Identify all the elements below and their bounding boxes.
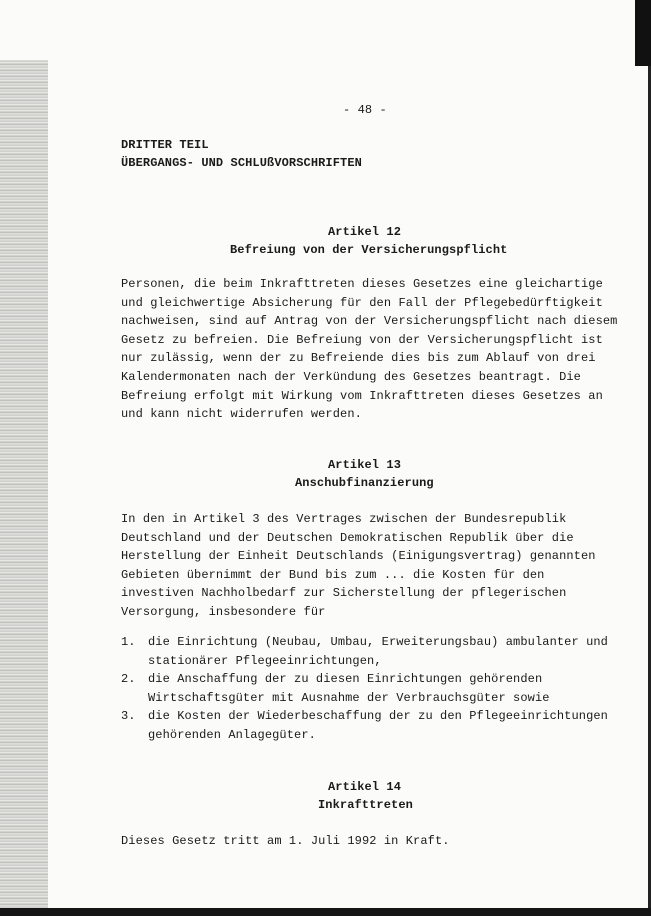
article-14-line: Dieses Gesetz tritt am 1. Juli 1992 in Kraft. bbox=[121, 834, 450, 848]
part-title: DRITTER TEIL bbox=[121, 138, 209, 152]
list-item-line: gehörenden Anlagegüter. bbox=[148, 728, 316, 742]
article-13-line: Gebieten übernimmt der Bund bis zum ... die Kosten für den bbox=[121, 567, 545, 582]
article-12-line: Kalendermonaten nach der Verkündung des Gesetzes beantragt. Die bbox=[121, 370, 581, 384]
article-14-title: Inkrafttreten bbox=[318, 798, 413, 812]
article-12-line: Befreiung erfolgt mit Wirkung vom Inkrafttreten dieses Gesetzes an bbox=[121, 388, 603, 403]
part-subtitle: ÜBERGANGS- UND SCHLUßVORSCHRIFTEN bbox=[121, 156, 362, 170]
article-13-line: Versorgung, insbesondere für bbox=[121, 605, 326, 619]
list-marker: 3. bbox=[121, 709, 136, 724]
scan-shadow-bottom bbox=[0, 908, 651, 916]
article-13-title: Anschubfinanzierung bbox=[295, 476, 434, 490]
scan-shadow-top-right bbox=[635, 0, 651, 66]
article-12-line: nur zulässig, wenn der zu Befreiende dies bis zum Ablauf von drei bbox=[121, 351, 596, 366]
list-item-line: Wirtschaftsgüter mit Ausnahme der Verbrauchsgüter sowie bbox=[148, 690, 550, 705]
article-13-line: investiven Nachholbedarf zur Sicherstellung der pflegerischen bbox=[121, 586, 567, 601]
article-12-number: Artikel 12 bbox=[328, 225, 402, 239]
list-marker: 2. bbox=[121, 672, 136, 687]
article-12-line: Personen, die beim Inkrafttreten dieses Gesetzes eine gleichartige bbox=[121, 277, 603, 291]
list-marker: 1. bbox=[121, 635, 136, 649]
article-12-line: und kann nicht widerrufen werden. bbox=[121, 407, 362, 422]
list-item-line: stationärer Pflegeeinrichtungen, bbox=[148, 653, 382, 668]
list-item-line: die Anschaffung der zu diesen Einrichtungen gehörenden bbox=[148, 672, 543, 687]
article-13-line: Herstellung der Einheit Deutschlands (Einigungsvertrag) genannten bbox=[121, 549, 596, 564]
list-item-line: die Kosten der Wiederbeschaffung der zu den Pflegeeinrichtungen bbox=[148, 709, 608, 724]
scan-shadow-left bbox=[0, 60, 48, 916]
page-number: - 48 - bbox=[343, 103, 387, 117]
article-14-number: Artikel 14 bbox=[328, 780, 402, 794]
article-12-line: und gleichwertige Absicherung für den Fall der Pflegebedürftigkeit bbox=[121, 295, 603, 310]
article-13-line: Deutschland und der Deutschen Demokratischen Republik über die bbox=[121, 530, 574, 545]
article-12-title: Befreiung von der Versicherungspflicht bbox=[230, 243, 508, 257]
article-12-line: Gesetz zu befreien. Die Befreiung von der Versicherungspflicht ist bbox=[121, 332, 603, 347]
article-13-line: In den in Artikel 3 des Vertrages zwischen der Bundesrepublik bbox=[121, 512, 567, 526]
article-13-number: Artikel 13 bbox=[328, 458, 402, 472]
list-item-line: die Einrichtung (Neubau, Umbau, Erweiterungsbau) ambulanter und bbox=[148, 635, 608, 649]
article-12-line: nachweisen, sind auf Antrag von der Versicherungspflicht nach diesem bbox=[121, 314, 618, 329]
